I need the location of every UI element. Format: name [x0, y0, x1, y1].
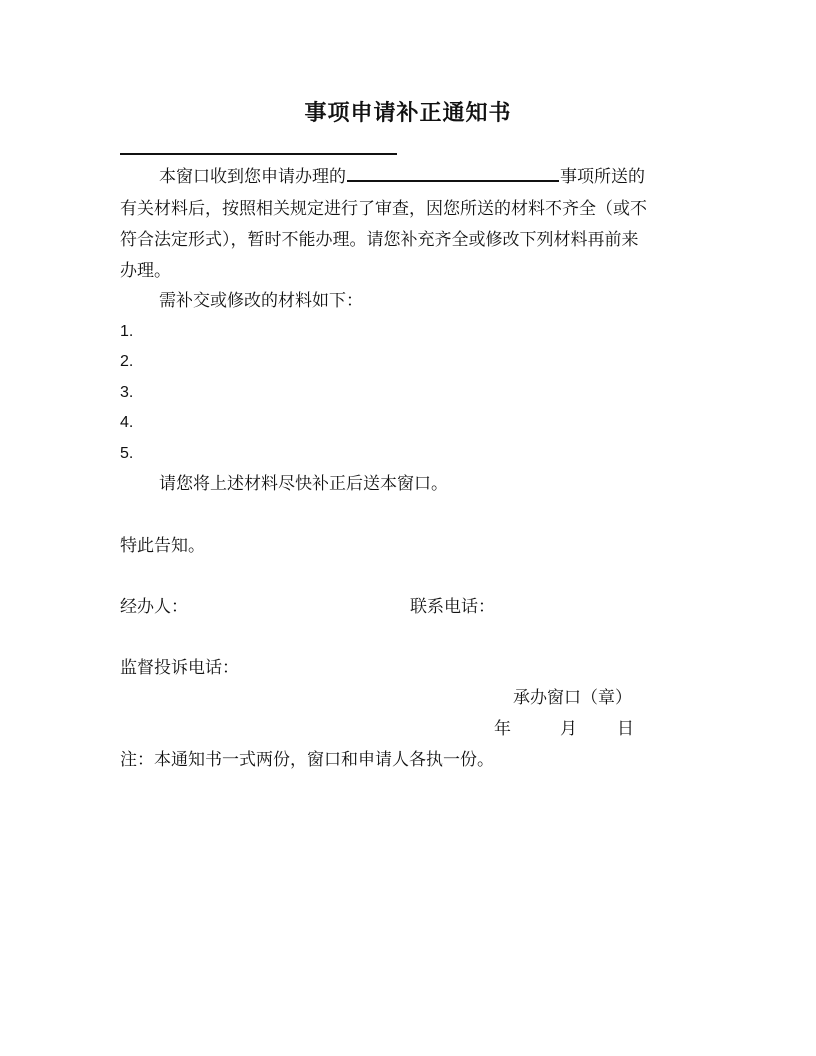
matter-blank-line	[347, 166, 559, 182]
list-item: 2.	[120, 353, 134, 370]
date-month: 月	[560, 719, 577, 739]
body-line-4: 办理。	[120, 261, 171, 281]
intro-line	[159, 166, 645, 187]
phone-label: 联系电话：	[410, 597, 495, 617]
date-day: 日	[617, 719, 634, 739]
date-year: 年	[494, 719, 511, 739]
list-item: 1.	[120, 323, 134, 340]
handler-label: 经办人：	[120, 597, 188, 617]
addressee-blank-line	[120, 153, 397, 155]
list-item: 3.	[120, 384, 134, 401]
seal-label: 承办窗口（章）	[513, 688, 632, 708]
list-item: 4.	[120, 414, 134, 431]
list-item: 5.	[120, 445, 134, 462]
footnote: 注：本通知书一式两份，窗口和申请人各执一份。	[120, 750, 494, 770]
intro-suffix: 事项所送的	[560, 167, 645, 187]
body-line-2: 有关材料后，按照相关规定进行了审查，因您所送的材料不齐全（或不	[120, 199, 647, 219]
notice-phrase: 特此告知。	[120, 536, 205, 556]
document-title: 事项申请补正通知书	[304, 101, 512, 126]
supervision-phone-label: 监督投诉电话：	[120, 658, 239, 678]
body-line-3: 符合法定形式），暂时不能办理。请您补充齐全或修改下列材料再前来	[120, 230, 639, 250]
closing-request: 请您将上述材料尽快补正后送本窗口。	[159, 474, 448, 494]
intro-prefix: 本窗口收到您申请办理的	[159, 167, 346, 187]
materials-heading: 需补交或修改的材料如下：	[159, 291, 363, 311]
